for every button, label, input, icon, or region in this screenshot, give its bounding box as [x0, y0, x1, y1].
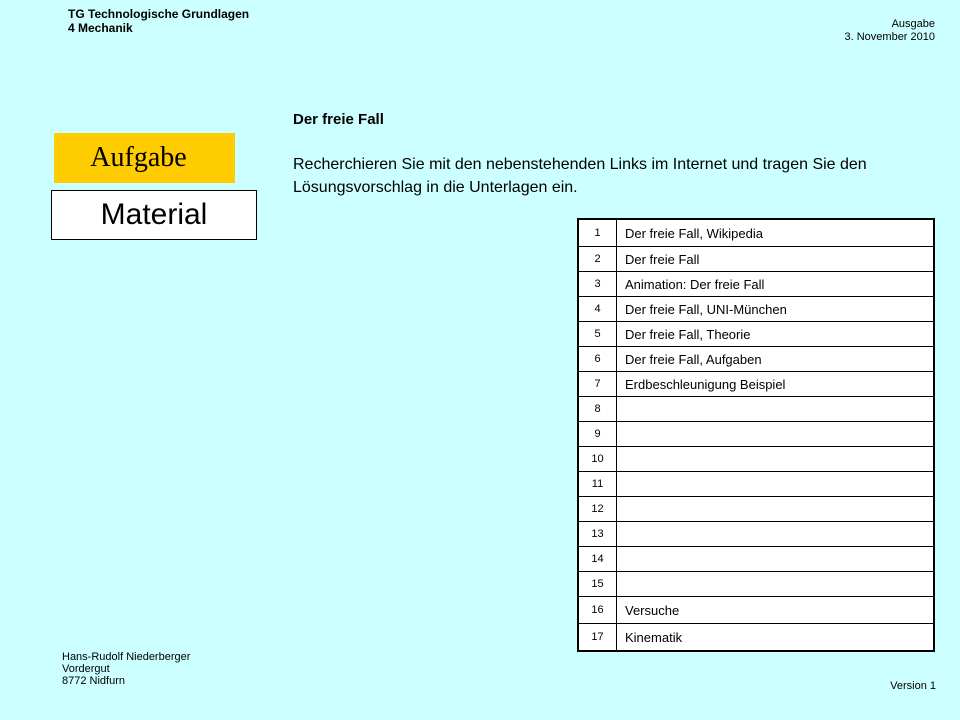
link-number: 14 [578, 547, 617, 572]
link-row[interactable] [578, 372, 934, 397]
task-description: Recherchieren Sie mit den nebenstehenden Links im Internet und tragen Sie den Lösungsvorschlag in die Unterlagen ein. [293, 156, 867, 196]
link-number: 13 [578, 522, 617, 547]
link-number: 3 [578, 272, 617, 297]
link-row [578, 397, 934, 422]
link-number: 6 [578, 347, 617, 372]
link-number: 12 [578, 497, 617, 522]
link-label [617, 522, 935, 547]
link-number: 17 [578, 624, 617, 652]
link-number: 15 [578, 572, 617, 597]
link-number: 1 [578, 219, 617, 247]
link-row [578, 447, 934, 472]
link-row[interactable] [578, 347, 934, 372]
link-row[interactable] [578, 322, 934, 347]
link-row[interactable] [578, 272, 934, 297]
author-name: Hans-Rudolf Niederberger [62, 651, 191, 663]
link-row[interactable] [578, 219, 934, 247]
author-address [62, 651, 190, 687]
link-label[interactable]: Der freie Fall [617, 247, 935, 272]
link-label[interactable]: Der freie Fall, Theorie [617, 322, 935, 347]
link-row[interactable] [578, 597, 934, 624]
edition-date: 3. November 2010 [844, 31, 935, 43]
author-street: Vordergut [62, 663, 110, 675]
aufgabe-button[interactable]: Aufgabe [54, 133, 235, 183]
chapter-title: 4 Mechanik [68, 21, 133, 35]
link-number: 16 [578, 597, 617, 624]
link-label[interactable]: Animation: Der freie Fall [617, 272, 935, 297]
author-city: 8772 Nidfurn [62, 675, 125, 687]
link-label[interactable]: Erdbeschleunigung Beispiel [617, 372, 935, 397]
edition-label: Ausgabe [891, 18, 935, 30]
header-course-info [68, 7, 249, 35]
link-number: 8 [578, 397, 617, 422]
link-label [617, 472, 935, 497]
link-number: 4 [578, 297, 617, 322]
link-label [617, 547, 935, 572]
link-row [578, 547, 934, 572]
link-number: 2 [578, 247, 617, 272]
link-number: 9 [578, 422, 617, 447]
link-row [578, 497, 934, 522]
link-label [617, 397, 935, 422]
link-row [578, 422, 934, 447]
link-number: 11 [578, 472, 617, 497]
link-label [617, 572, 935, 597]
link-row[interactable] [578, 297, 934, 322]
link-row [578, 522, 934, 547]
version-label: Version 1 [890, 680, 936, 692]
page-title: Der freie Fall [293, 111, 384, 128]
material-button[interactable]: Material [51, 190, 257, 240]
link-label[interactable]: Der freie Fall, UNI-München [617, 297, 935, 322]
link-label[interactable]: Versuche [617, 597, 935, 624]
link-number: 7 [578, 372, 617, 397]
link-label [617, 422, 935, 447]
link-label [617, 447, 935, 472]
link-row[interactable] [578, 247, 934, 272]
link-number: 5 [578, 322, 617, 347]
link-row[interactable] [578, 624, 934, 652]
link-label [617, 497, 935, 522]
link-label[interactable]: Der freie Fall, Aufgaben [617, 347, 935, 372]
header-edition-info [845, 18, 936, 44]
course-title: TG Technologische Grundlagen [68, 7, 250, 21]
link-label[interactable]: Kinematik [617, 624, 935, 652]
link-label[interactable]: Der freie Fall, Wikipedia [617, 219, 935, 247]
link-row [578, 472, 934, 497]
link-row [578, 572, 934, 597]
links-table [577, 218, 935, 652]
link-number: 10 [578, 447, 617, 472]
